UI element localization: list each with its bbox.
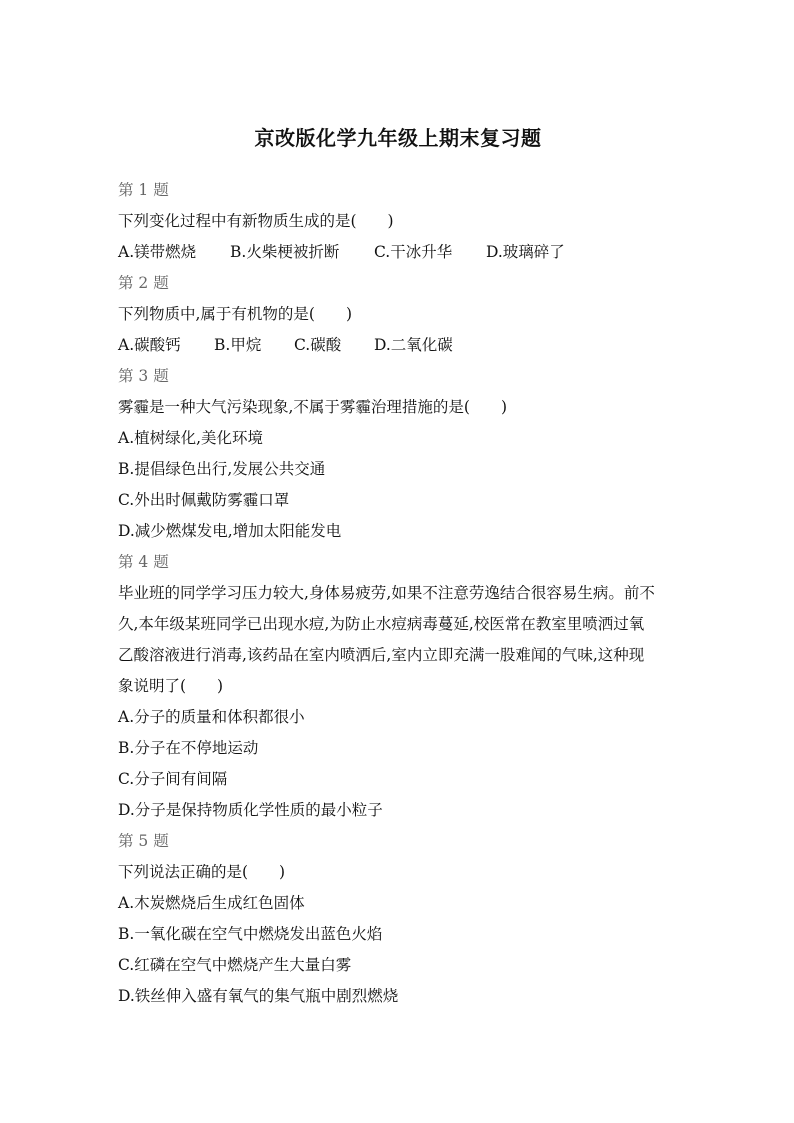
option-d: D.铁丝伸入盛有氧气的集气瓶中剧烈燃烧 <box>118 987 399 1005</box>
option-d: D.二氧化碳 <box>374 336 453 354</box>
option-c: C.外出时佩戴防雾霾口罩 <box>118 491 290 509</box>
option-a: A.镁带燃烧 <box>118 243 197 261</box>
question-stem: 下列变化过程中有新物质生成的是( ) <box>118 212 394 230</box>
document-title: 京改版化学九年级上期末复习题 <box>254 126 542 150</box>
option-a: A.木炭燃烧后生成红色固体 <box>118 894 305 912</box>
question-number: 第 5 题 <box>118 832 169 850</box>
question-stem-line: 乙酸溶液进行消毒,该药品在室内喷洒后,室内立即充满一股难闻的气味,这种现 <box>118 646 645 664</box>
option-d: D.玻璃碎了 <box>486 243 565 261</box>
option-a: A.碳酸钙 <box>118 336 181 354</box>
option-b: B.甲烷 <box>214 336 262 354</box>
question-stem: 雾霾是一种大气污染现象,不属于雾霾治理措施的是( ) <box>118 398 508 416</box>
option-c: C.干冰升华 <box>374 243 453 261</box>
option-c: C.红磷在空气中燃烧产生大量白雾 <box>118 956 352 974</box>
question-stem-line: 象说明了( ) <box>118 677 224 695</box>
question-number: 第 4 题 <box>118 553 169 571</box>
option-c: C.碳酸 <box>294 336 342 354</box>
option-d: D.减少燃煤发电,增加太阳能发电 <box>118 522 342 540</box>
question-options-inline <box>118 237 678 268</box>
question-stem: 下列物质中,属于有机物的是( ) <box>118 305 353 323</box>
option-b: B.提倡绿色出行,发展公共交通 <box>118 460 326 478</box>
question-number: 第 3 题 <box>118 367 169 385</box>
option-b: B.分子在不停地运动 <box>118 739 259 757</box>
option-c: C.分子间有间隔 <box>118 770 228 788</box>
option-a: A.分子的质量和体积都很小 <box>118 708 305 726</box>
question-stem: 下列说法正确的是( ) <box>118 863 286 881</box>
option-b: B.一氧化碳在空气中燃烧发出蓝色火焰 <box>118 925 383 943</box>
question-stem-line: 毕业班的同学学习压力较大,身体易疲劳,如果不注意劳逸结合很容易生病。前不 <box>118 584 655 602</box>
option-b: B.火柴梗被折断 <box>230 243 340 261</box>
question-number: 第 2 题 <box>118 274 169 292</box>
question-list <box>118 175 678 1012</box>
option-a: A.植树绿化,美化环境 <box>118 429 264 447</box>
option-d: D.分子是保持物质化学性质的最小粒子 <box>118 801 383 819</box>
question-stem-line: 久,本年级某班同学已出现水痘,为防止水痘病毒蔓延,校医常在教室里喷洒过氧 <box>118 615 645 633</box>
question-number: 第 1 题 <box>118 181 169 199</box>
question-options-inline <box>118 330 678 361</box>
